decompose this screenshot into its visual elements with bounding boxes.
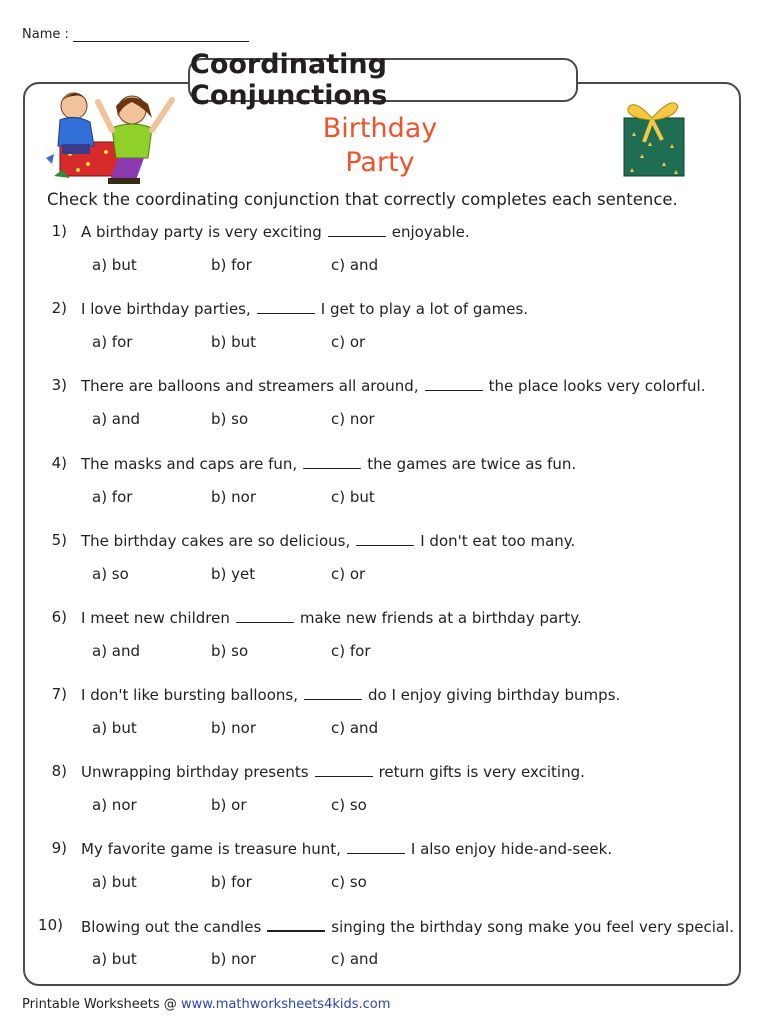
answer-blank[interactable] — [257, 299, 315, 314]
sentence-end: singing the birthday song make you feel very special. — [331, 918, 734, 936]
sentence-start: The masks and caps are fun, — [81, 455, 298, 473]
question-sentence — [81, 685, 620, 704]
sentence-end: return gifts is very exciting. — [378, 763, 585, 781]
question-item — [0, 685, 768, 745]
option-c[interactable]: c) and — [331, 950, 379, 968]
question-item — [0, 762, 768, 822]
subtitle-line-2: Party — [345, 147, 415, 178]
worksheet-title: Coordinating Conjunctions — [188, 58, 578, 102]
sentence-start: I love birthday parties, — [81, 300, 251, 318]
answer-blank[interactable] — [267, 916, 325, 932]
option-c[interactable]: c) or — [331, 565, 366, 583]
question-item — [0, 454, 768, 514]
option-a[interactable]: a) but — [92, 950, 137, 968]
question-sentence — [81, 916, 734, 936]
option-c[interactable]: c) for — [331, 642, 371, 660]
option-c[interactable]: c) nor — [331, 410, 375, 428]
gift-box-icon — [614, 98, 690, 178]
option-c[interactable]: c) or — [331, 333, 366, 351]
children-illustration — [40, 84, 186, 194]
sentence-end: the place looks very colorful. — [488, 377, 706, 395]
question-sentence — [81, 299, 528, 318]
question-sentence — [81, 839, 612, 858]
question-number: 1) — [51, 222, 67, 240]
option-c[interactable]: c) and — [331, 256, 379, 274]
sentence-start: Unwrapping birthday presents — [81, 763, 309, 781]
option-b[interactable]: b) so — [211, 410, 249, 428]
option-b[interactable]: b) nor — [211, 950, 256, 968]
sentence-start: I don't like bursting balloons, — [81, 686, 299, 704]
option-b[interactable]: b) nor — [211, 488, 256, 506]
question-item — [0, 916, 768, 976]
option-c[interactable]: c) so — [331, 796, 367, 814]
option-a[interactable]: a) for — [92, 488, 133, 506]
option-a[interactable]: a) and — [92, 642, 141, 660]
sentence-end: I don't eat too many. — [420, 532, 576, 550]
question-sentence — [81, 531, 575, 550]
question-item — [0, 839, 768, 899]
question-number: 3) — [51, 376, 67, 394]
option-b[interactable]: b) nor — [211, 719, 256, 737]
option-a[interactable]: a) but — [92, 719, 137, 737]
name-input-line[interactable] — [73, 27, 249, 42]
question-number: 10) — [38, 916, 63, 934]
question-item — [0, 299, 768, 359]
name-field-row — [22, 27, 249, 42]
sentence-start: My favorite game is treasure hunt, — [81, 840, 341, 858]
option-a[interactable]: a) but — [92, 256, 137, 274]
question-item — [0, 608, 768, 668]
question-item — [0, 531, 768, 591]
subtitle-line-1: Birthday — [322, 113, 438, 144]
answer-blank[interactable] — [315, 762, 373, 777]
option-a[interactable]: a) for — [92, 333, 133, 351]
sentence-end: do I enjoy giving birthday bumps. — [368, 686, 621, 704]
sentence-end: the games are twice as fun. — [367, 455, 577, 473]
instructions-text: Check the coordinating conjunction that correctly completes each sentence. — [47, 190, 678, 209]
answer-blank[interactable] — [328, 222, 386, 237]
answer-blank[interactable] — [425, 376, 483, 391]
worksheet-subtitle — [300, 112, 460, 180]
option-b[interactable]: b) for — [211, 873, 252, 891]
footer — [22, 997, 390, 1012]
question-sentence — [81, 376, 705, 395]
option-c[interactable]: c) but — [331, 488, 375, 506]
question-number: 2) — [51, 299, 67, 317]
question-item — [0, 222, 768, 282]
option-c[interactable]: c) and — [331, 719, 379, 737]
name-label: Name : — [22, 27, 69, 42]
sentence-end: I get to play a lot of games. — [320, 300, 529, 318]
option-b[interactable]: b) or — [211, 796, 247, 814]
option-c[interactable]: c) so — [331, 873, 367, 891]
answer-blank[interactable] — [304, 685, 362, 700]
question-number: 7) — [51, 685, 67, 703]
sentence-end: make new friends at a birthday party. — [299, 609, 582, 627]
answer-blank[interactable] — [303, 454, 361, 469]
sentence-start: I meet new children — [81, 609, 230, 627]
answer-blank[interactable] — [236, 608, 294, 623]
question-item — [0, 376, 768, 436]
answer-blank[interactable] — [347, 839, 405, 854]
footer-link[interactable]: www.mathworksheets4kids.com — [180, 997, 391, 1012]
question-sentence — [81, 608, 582, 627]
option-b[interactable]: b) for — [211, 256, 252, 274]
footer-prefix: Printable Worksheets @ — [22, 997, 177, 1012]
option-a[interactable]: a) but — [92, 873, 137, 891]
question-number: 5) — [51, 531, 67, 549]
option-b[interactable]: b) but — [211, 333, 257, 351]
question-number: 8) — [51, 762, 67, 780]
question-number: 9) — [51, 839, 67, 857]
option-a[interactable]: a) and — [92, 410, 141, 428]
question-number: 4) — [51, 454, 67, 472]
question-sentence — [81, 454, 576, 473]
sentence-start: A birthday party is very exciting — [81, 223, 322, 241]
question-number: 6) — [51, 608, 67, 626]
option-b[interactable]: b) so — [211, 642, 249, 660]
option-b[interactable]: b) yet — [211, 565, 256, 583]
sentence-start: Blowing out the candles — [81, 918, 262, 936]
question-sentence — [81, 222, 470, 241]
option-a[interactable]: a) so — [92, 565, 129, 583]
question-sentence — [81, 762, 585, 781]
sentence-start: There are balloons and streamers all around, — [81, 377, 419, 395]
sentence-start: The birthday cakes are so delicious, — [81, 532, 351, 550]
sentence-end: I also enjoy hide-and-seek. — [410, 840, 613, 858]
answer-blank[interactable] — [356, 531, 414, 546]
option-a[interactable]: a) nor — [92, 796, 137, 814]
sentence-end: enjoyable. — [391, 223, 470, 241]
